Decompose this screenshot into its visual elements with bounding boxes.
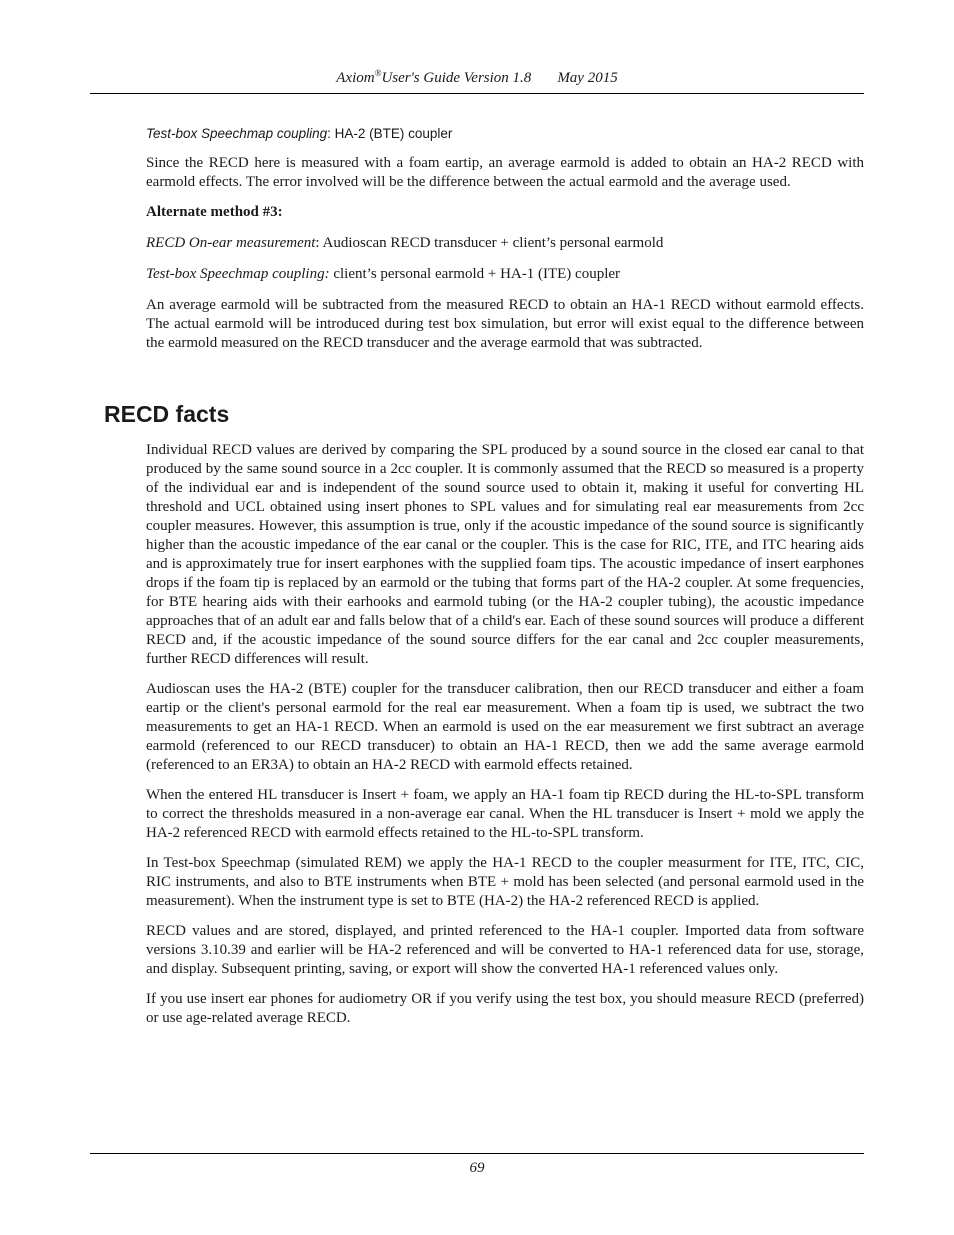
- paragraph-recd-1: Individual RECD values are derived by comparing the SPL produced by a sound source in the closed ear canal to that produced by the same sound source in a 2cc coupler. It is commonly assumed that the RECD so measured is a property of the individual ear and is independent of the sound source used to obtain it, making it useful for converting HL threshold and UCL obtained using insert phones to SPL values and for simulating real ear measurements from 2cc coupler measures. However, this assumption is true, only if the acoustic impedance of the sound source is significantly higher than the acoustic impedance of the ear canal or the coupler. This is the case for RIC, ITE, and ITC hearing aids and is approximately true for insert earphones with the supplied foam tips. The acoustic impedance of insert earphones drops if the foam tip is replaced by an earmold or the tubing that forms part of the HA-2 coupler. At some frequencies, for BTE hearing aids with their earhooks and earmold tubing (or the HA-2 coupler tubing), the acoustic impedance approaches that of an adult ear and falls below that of a child's ear. Each of these sound sources will produce a different RECD and, if the acoustic impedance of the sound source differs for the ear canal and 2cc coupler measurements, further RECD differences will result.: [146, 442, 864, 667]
- paragraph-recd-5: RECD values and are stored, displayed, and printed referenced to the HA-1 coupler. Imported data from software versions 3.10.39 and earlier will be HA-2 referenced and will be converted to HA-1 referenced data for use, storage, and display. Subsequent printing, saving, or export will show the converted HA-1 referenced values only.: [146, 923, 864, 977]
- registered-mark: ®: [374, 68, 382, 78]
- paragraph-foam-eartip: Since the RECD here is measured with a foam eartip, an average earmold is added to obtain an HA-2 RECD with earmold effects. The error involved will be the difference between the actual earmold and the average used.: [146, 155, 864, 190]
- paragraph-recd-4: In Test-box Speechmap (simulated REM) we apply the HA-1 RECD to the coupler measurment for ITE, ITC, CIC, RIC instruments, and also to BTE instruments when BTE + mold has been selected (and personal earmold used in the measurement). When the instrument type is set to BTE (HA-2) the HA-2 referenced RECD is applied.: [146, 855, 864, 909]
- section-heading: RECD facts: [104, 401, 230, 427]
- alternate-method-heading: Alternate method #3:: [146, 204, 283, 220]
- paragraph-recd-2: Audioscan uses the HA-2 (BTE) coupler for the transducer calibration, then our RECD transducer and either a foam eartip or the client's personal earmold for the real ear measurement. When a foam tip is used, we subtract the two measurements to get an HA-1 RECD. When an earmold is used on the ear measurement we first subtract an average earmold (referenced to our RECD transducer) to obtain an HA-1 RECD, then we add the same average earmold (referenced to an ER3A) to obtain an HA-2 RECD with earmold effects retained.: [146, 681, 864, 773]
- paragraph-average-earmold: An average earmold will be subtracted from the measured RECD to obtain an HA-1 RECD without earmold effects. The actual earmold will be introduced during test box simulation, but error will exist equal to the difference between the earmold measured on the RECD transducer and the average earmold that was subtracted.: [146, 297, 864, 351]
- page-header: [90, 69, 864, 87]
- section-content: [146, 441, 864, 1028]
- coupling2-line: [146, 265, 864, 284]
- footer-rule: [90, 1153, 864, 1154]
- coupling-value: : HA-2 (BTE) coupler: [327, 126, 453, 141]
- paragraph-recd-3: When the entered HL transducer is Insert + foam, we apply an HA-1 foam tip RECD during the HL-to-SPL transform to correct the thresholds measured in a non-average ear canal. When the HL transducer is Insert + mold we apply the HA-2 referenced RECD with earmold effects retained to the HL-to-SPL transform.: [146, 787, 864, 841]
- top-content: [146, 125, 864, 353]
- header-title: User's Guide Version 1.8: [381, 70, 532, 86]
- coupling-label: Test-box Speechmap coupling: [146, 126, 328, 141]
- coupling2-value: client’s personal earmold + HA-1 (ITE) coupler: [329, 266, 621, 282]
- onear-line: [146, 234, 864, 253]
- coupling-line: [146, 125, 864, 143]
- coupling2-label: Test-box Speechmap coupling:: [146, 266, 330, 282]
- onear-value: : Audioscan RECD transducer + client’s personal earmold: [315, 235, 664, 251]
- header-rule: [90, 93, 864, 94]
- paragraph-recd-6: If you use insert ear phones for audiometry OR if you verify using the test box, you should measure RECD (preferred) or use age-related average RECD.: [146, 991, 864, 1026]
- header-product: Axiom: [336, 70, 375, 86]
- page-number: 69: [469, 1160, 485, 1176]
- header-date: May 2015: [557, 70, 618, 86]
- onear-label: RECD On-ear measurement: [146, 235, 316, 251]
